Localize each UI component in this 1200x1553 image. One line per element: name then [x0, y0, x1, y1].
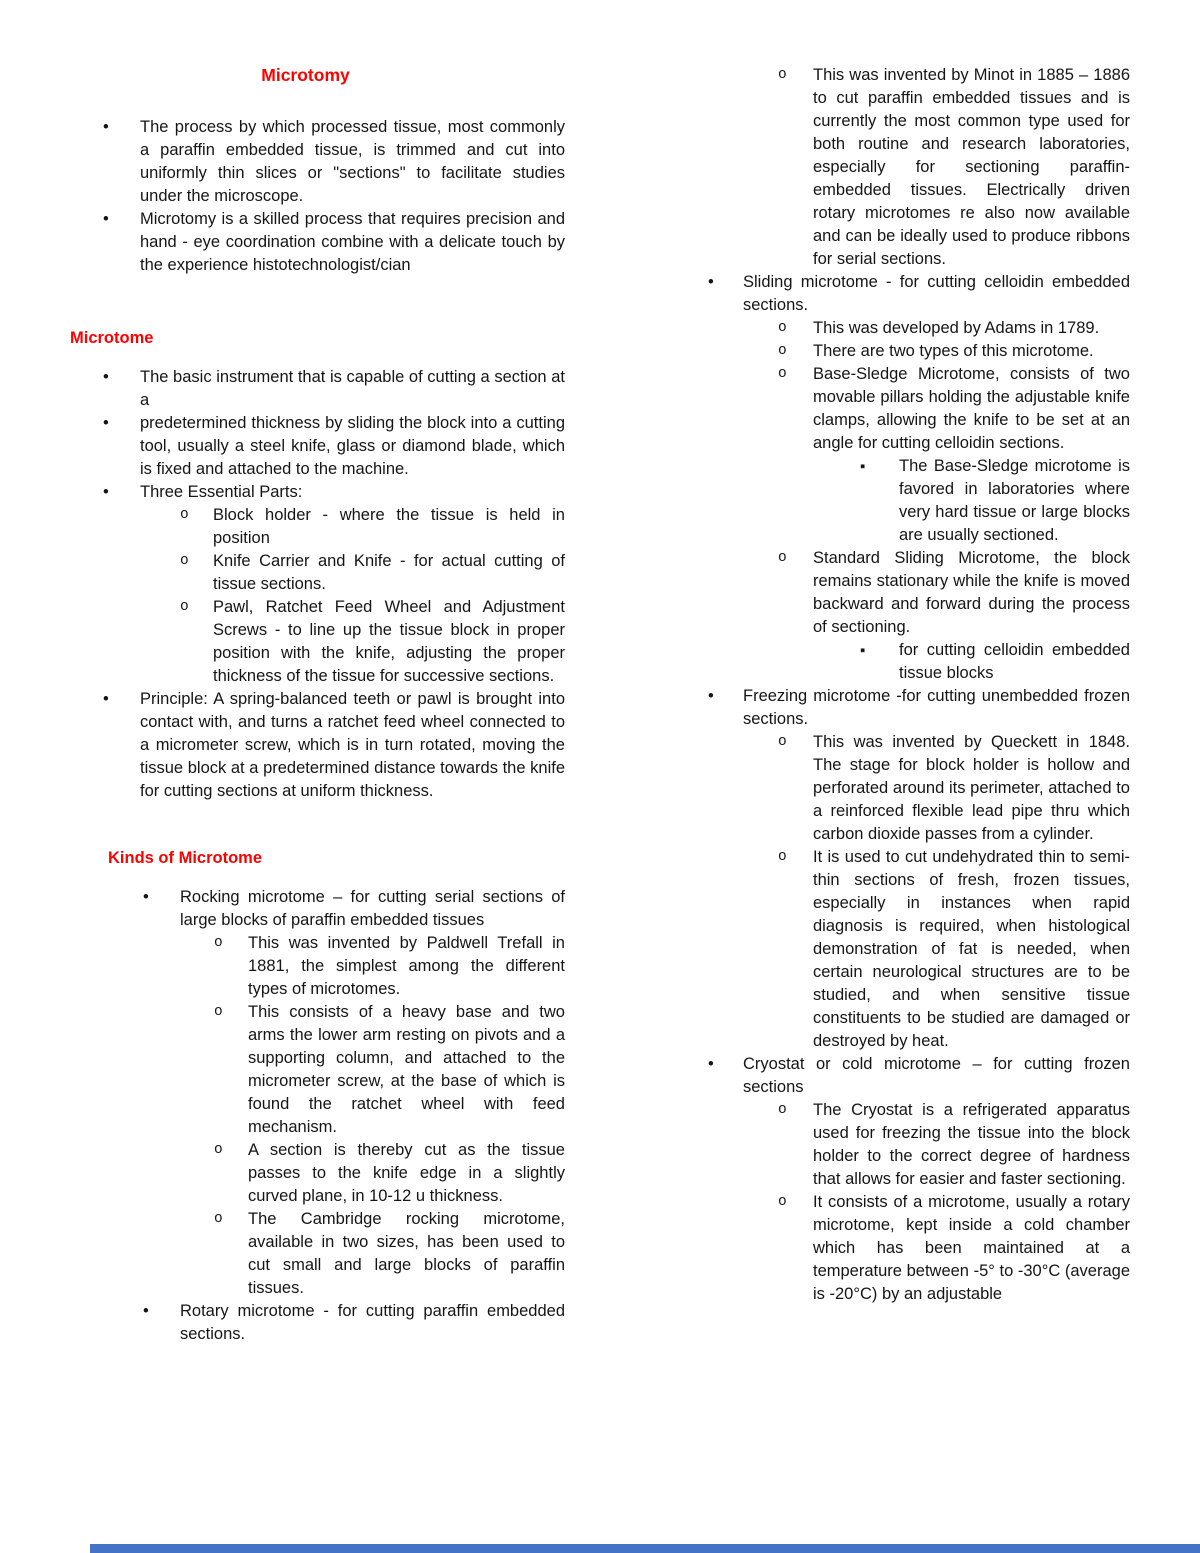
right-column [703, 64, 1130, 1306]
bullet-marker-icon: o [778, 849, 787, 865]
bullet-marker-icon: • [103, 210, 109, 228]
document-title: Microtomy [261, 65, 350, 85]
list-item-text: The basic instrument that is capable of cutting a section at a [140, 368, 565, 409]
bottom-blue-bar [90, 1544, 1200, 1553]
bullet-marker-icon: o [778, 67, 787, 83]
section-heading: Kinds of Microtome [108, 849, 263, 867]
list-item-text: Microtomy is a skilled process that requires precision and hand - eye coordination combine with a delicate touch by the experience histotechnologist/cian [140, 210, 565, 274]
bullet-marker-icon: • [103, 368, 109, 386]
list-item [703, 639, 1130, 685]
bullet-marker-icon: o [778, 1194, 787, 1210]
bullet-marker-icon: • [103, 690, 109, 708]
bullet-marker-icon: o [778, 1102, 787, 1118]
list-item-text: It consists of a microtome, usually a rotary microtome, kept inside a cold chamber which has been maintained at a temperature between -5° to -30°C (average is -20°C) by an adjustable [813, 1193, 1130, 1303]
list-item [703, 547, 1130, 639]
list-item [70, 932, 565, 1001]
bullet-list [70, 366, 565, 803]
list-item [703, 1053, 1130, 1099]
list-item-text: Block holder - where the tissue is held in position [213, 506, 565, 547]
list-item-text: This consists of a heavy base and two arms the lower arm resting on pivots and a supporting column, and attached to the micrometer screw, at the base of which is found the ratchet wheel with feed mechanism. [248, 1003, 565, 1136]
section-heading: Microtome [70, 329, 154, 347]
list-item [70, 504, 565, 550]
left-column [70, 64, 565, 1346]
list-item [70, 1208, 565, 1300]
bullet-marker-icon: o [778, 366, 787, 382]
list-item [70, 412, 565, 481]
list-item [703, 685, 1130, 731]
bullet-marker-icon: • [708, 273, 714, 291]
list-item-text: Rocking microtome – for cutting serial sections of large blocks of paraffin embedded tissues [180, 888, 565, 929]
list-item [70, 481, 565, 504]
bullet-marker-icon: o [778, 550, 787, 566]
list-item-text: Standard Sliding Microtome, the block remains stationary while the knife is moved backward and forward during the process of sectioning. [813, 549, 1130, 636]
list-item [70, 1001, 565, 1139]
bullet-marker-icon: • [143, 888, 149, 906]
bullet-marker-icon: o [778, 734, 787, 750]
bullet-list [703, 64, 1130, 1306]
bullet-marker-icon: o [180, 553, 189, 569]
bullet-marker-icon: o [180, 507, 189, 523]
list-item [703, 271, 1130, 317]
list-item [703, 64, 1130, 271]
list-item-text: Freezing microtome -for cutting unembedded frozen sections. [743, 687, 1130, 728]
bullet-marker-icon: o [214, 1004, 223, 1020]
list-item-text: The Base-Sledge microtome is favored in laboratories where very hard tissue or large blocks are usually sectioned. [899, 457, 1130, 544]
list-item-text: The Cambridge rocking microtome, available in two sizes, has been used to cut small and large blocks of paraffin tissues. [248, 1210, 565, 1297]
bullet-list [70, 886, 565, 1346]
list-item [703, 846, 1130, 1053]
list-item [703, 1099, 1130, 1191]
list-item [70, 596, 565, 688]
list-item-text: Sliding microtome - for cutting celloidin embedded sections. [743, 273, 1130, 314]
list-item [703, 363, 1130, 455]
list-item-text: Rotary microtome - for cutting paraffin embedded sections. [180, 1302, 565, 1343]
bullet-marker-icon: ▪ [860, 642, 866, 659]
list-item-text: Base-Sledge Microtome, consists of two movable pillars holding the adjustable knife clamps, allowing the knife to be set at an angle for cutting celloidin sections. [813, 365, 1130, 452]
list-item-text: A section is thereby cut as the tissue passes to the knife edge in a slightly curved plane, in 10-12 u thickness. [248, 1141, 565, 1205]
list-item-text: There are two types of this microtome. [813, 342, 1094, 360]
list-item-text: for cutting celloidin embedded tissue blocks [899, 641, 1130, 682]
bullet-marker-icon: • [103, 414, 109, 432]
bullet-marker-icon: o [214, 1211, 223, 1227]
bullet-marker-icon: o [778, 343, 787, 359]
list-item-text: Three Essential Parts: [140, 483, 303, 501]
bullet-marker-icon: • [143, 1302, 149, 1320]
list-item [703, 340, 1130, 363]
list-item [70, 1139, 565, 1208]
list-item-text: The Cryostat is a refrigerated apparatus used for freezing the tissue into the block holder to the correct degree of hardness that allows for easier and faster sectioning. [813, 1101, 1130, 1188]
list-item [70, 366, 565, 412]
bullet-marker-icon: o [778, 320, 787, 336]
list-item-text: This was invented by Minot in 1885 – 1886 to cut paraffin embedded tissues and is currently the most common type used for both routine and research laboratories, especially for sectioning paraffin-embedded tissues. Electrically driven rotary microtomes re also now available and can be ideally used to produce ribbons for serial sections. [813, 66, 1130, 268]
bullet-marker-icon: • [103, 483, 109, 501]
bullet-marker-icon: • [708, 1055, 714, 1073]
list-item [703, 1191, 1130, 1306]
list-item-text: It is used to cut undehydrated thin to semi-thin sections of fresh, frozen tissues, especially in instances when rapid diagnosis is required, when histological demonstration of fat is needed, when certain neurological structures are to be studied, and when sensitive tissue constituents to be studied are damaged or destroyed by heat. [813, 848, 1130, 1050]
list-item [70, 886, 565, 932]
list-item-text: Cryostat or cold microtome – for cutting frozen sections [743, 1055, 1130, 1096]
list-item-text: The process by which processed tissue, most commonly a paraffin embedded tissue, is trimmed and cut into uniformly thin slices or "sections" to facilitate studies under the microscope. [140, 118, 565, 205]
bullet-list [70, 116, 565, 277]
list-item-text: Principle: A spring-balanced teeth or pawl is brought into contact with, and turns a ratchet feed wheel connected to a micrometer screw, which is in turn rotated, moving the tissue block at a predetermined distance towards the knife for cutting sections at uniform thickness. [140, 690, 565, 800]
list-item [703, 455, 1130, 547]
bullet-marker-icon: ▪ [860, 458, 866, 475]
list-item-text: Knife Carrier and Knife - for actual cutting of tissue sections. [213, 552, 565, 593]
list-item-text: This was developed by Adams in 1789. [813, 319, 1100, 337]
bullet-marker-icon: o [180, 599, 189, 615]
bullet-marker-icon: • [708, 687, 714, 705]
list-item-text: Pawl, Ratchet Feed Wheel and Adjustment Screws - to line up the tissue block in proper position with the knife, adjusting the proper thickness of the tissue for successive sections. [213, 598, 565, 685]
list-item [703, 317, 1130, 340]
list-item-text: This was invented by Paldwell Trefall in 1881, the simplest among the different types of microtomes. [248, 934, 565, 998]
list-item [70, 116, 565, 208]
list-item-text: This was invented by Queckett in 1848. The stage for block holder is hollow and perforated around its perimeter, attached to a reinforced flexible lead pipe thru which carbon dioxide passes from a cylinder. [813, 733, 1130, 843]
bullet-marker-icon: o [214, 1142, 223, 1158]
bullet-marker-icon: o [214, 935, 223, 951]
list-item [703, 731, 1130, 846]
list-item [70, 688, 565, 803]
list-item [70, 550, 565, 596]
list-item [70, 1300, 565, 1346]
list-item [70, 208, 565, 277]
bullet-marker-icon: • [103, 118, 109, 136]
list-item-text: predetermined thickness by sliding the block into a cutting tool, usually a steel knife, glass or diamond blade, which is fixed and attached to the machine. [140, 414, 565, 478]
